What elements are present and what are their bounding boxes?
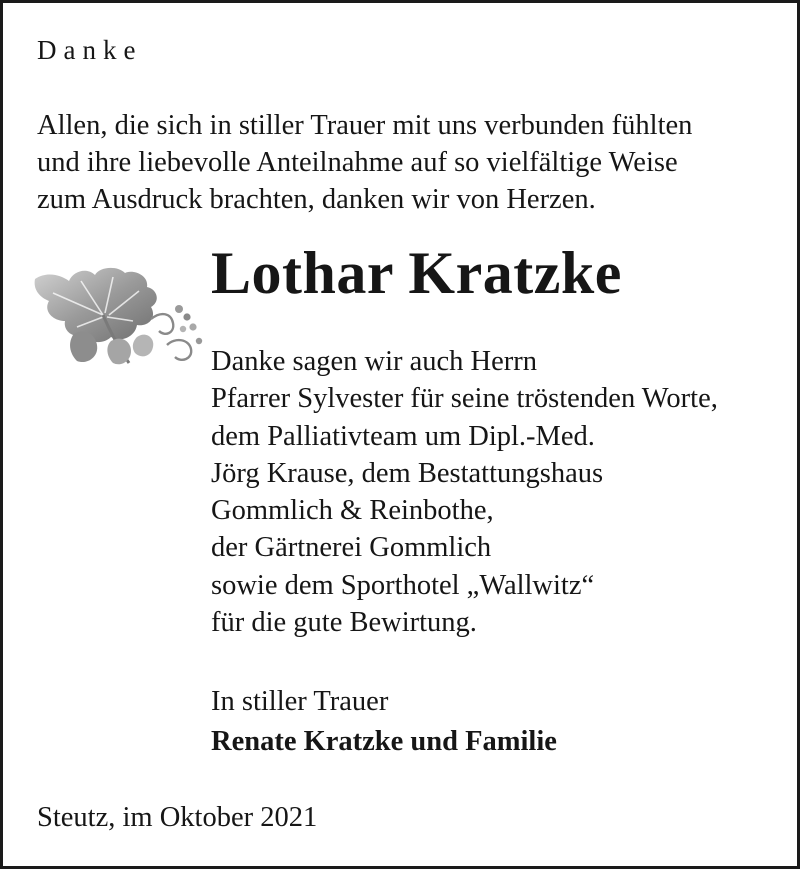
notice-heading: Danke <box>37 35 143 65</box>
intro-paragraph <box>37 107 692 218</box>
intro-line: und ihre liebevolle Anteilnahme auf so vielfältige Weise <box>37 147 678 178</box>
intro-line: zum Ausdruck brachten, danken wir von Herzen. <box>37 184 596 215</box>
thanks-line: sowie dem Sporthotel „Wallwitz“ <box>211 569 595 601</box>
vine-leaf-icon <box>33 265 208 375</box>
thanks-line: Danke sagen wir auch Herrn <box>211 346 538 377</box>
place-date: Steutz, im Oktober 2021 <box>37 802 318 833</box>
thanks-line: Gommlich & Reinbothe, <box>211 495 494 527</box>
deceased-name: Lothar Kratzke <box>211 240 622 306</box>
thanks-line: Jörg Krause, dem Bestattungshaus <box>211 457 604 489</box>
thanks-line: der Gärtnerei Gommlich <box>211 532 492 564</box>
intro-line: Allen, die sich in stiller Trauer mit uns verbunden fühlten <box>37 110 693 141</box>
thanks-paragraph <box>211 343 718 641</box>
thanks-line: dem Palliativteam um Dipl.-Med. <box>211 420 595 452</box>
mourning-phrase: In stiller Trauer <box>211 686 389 717</box>
thanks-line: Pfarrer Sylvester für seine tröstenden Worte, <box>211 383 718 415</box>
thanks-line: für die gute Bewirtung. <box>211 607 477 639</box>
mourners-signature: Renate Kratzke und Familie <box>211 726 557 757</box>
